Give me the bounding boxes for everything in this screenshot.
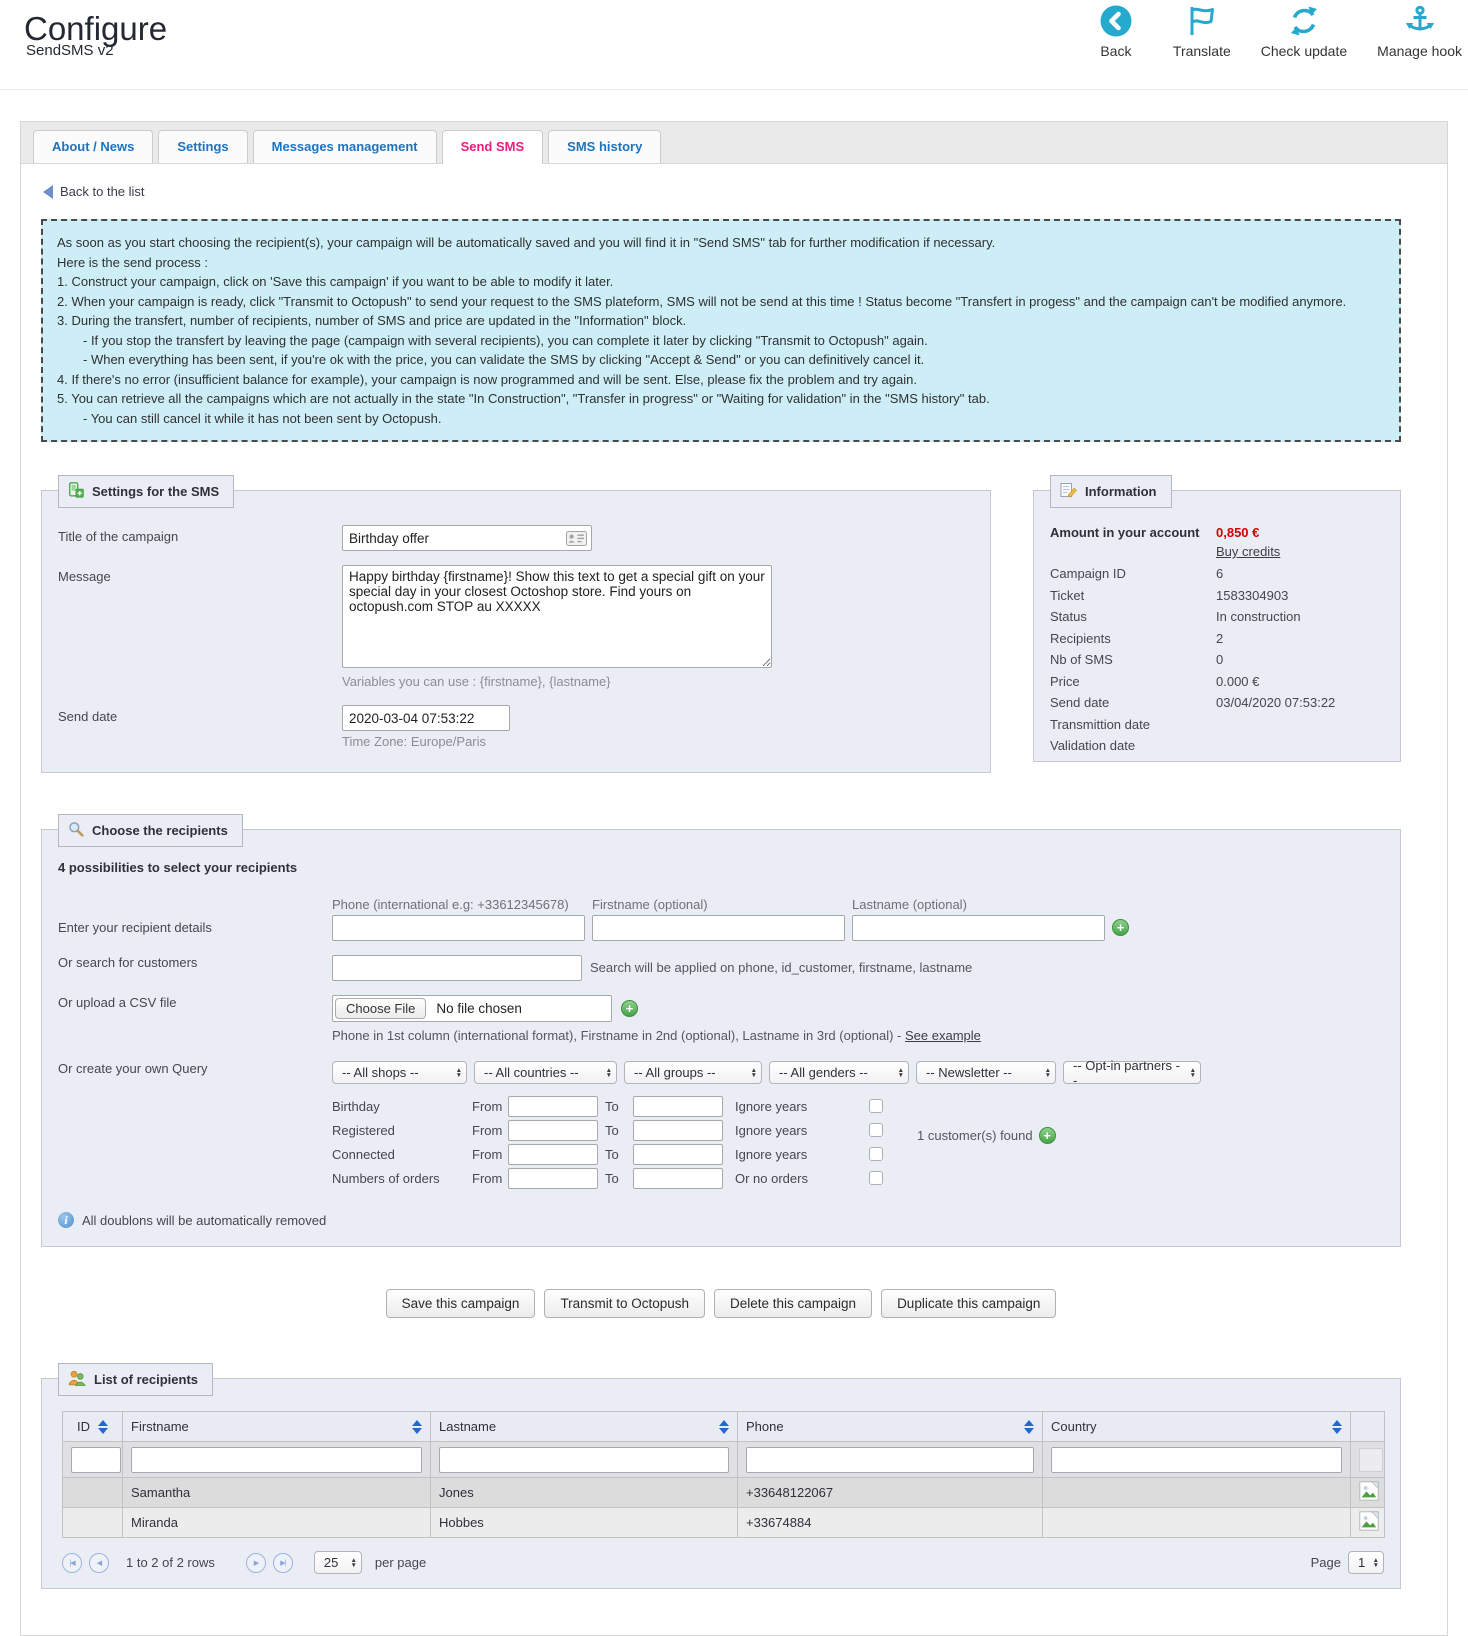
query-row-connected: Connected From To Ignore years xyxy=(332,1142,1400,1166)
tab-content xyxy=(21,164,1447,1635)
birthday-ignore-years-checkbox[interactable] xyxy=(869,1099,883,1113)
sort-firstname-icon[interactable] xyxy=(412,1420,422,1434)
row-action-broken-image-icon[interactable] xyxy=(1359,1481,1379,1504)
search-hint: Search will be applied on phone, id_customer, firstname, lastname xyxy=(590,960,973,975)
filter-phone-input[interactable] xyxy=(746,1447,1034,1473)
col-header-lastname: Lastname xyxy=(439,1419,497,1434)
info-row: Nb of SMS 0 xyxy=(1050,652,1224,667)
birthday-from-input[interactable] xyxy=(508,1096,598,1117)
information-legend xyxy=(1050,475,1172,508)
table-row: Samantha Jones +33648122067 xyxy=(63,1478,1385,1508)
see-example-link[interactable]: See example xyxy=(905,1028,981,1043)
buy-credits-link[interactable]: Buy credits xyxy=(1216,544,1281,559)
check-update-action-label: Check update xyxy=(1260,43,1348,59)
magnifier-icon xyxy=(68,821,84,840)
filter-row xyxy=(63,1442,1385,1478)
recipients-legend xyxy=(58,814,243,847)
duplicate-campaign-button[interactable]: Duplicate this campaign xyxy=(881,1289,1056,1318)
amount-label: Amount in your account xyxy=(1050,525,1200,540)
recipient-firstname-input[interactable] xyxy=(592,915,845,941)
back-action-label: Back xyxy=(1100,43,1132,59)
message-textarea[interactable] xyxy=(342,565,772,668)
lastname-caption: Lastname (optional) xyxy=(852,897,967,912)
sort-lastname-icon[interactable] xyxy=(719,1420,729,1434)
file-chosen-text: No file chosen xyxy=(436,1001,522,1016)
info-icon: i xyxy=(58,1212,74,1228)
notice-line: 4. If there's no error (insufficient balance for example), your campaign is now programmed and will be sent. Else, please fix the problem and try again. xyxy=(57,371,917,387)
info-row: Ticket 1583304903 xyxy=(1050,587,1289,603)
no-orders-checkbox[interactable] xyxy=(869,1171,883,1185)
tab-send-sms[interactable]: Send SMS xyxy=(442,130,544,164)
manage-hook-action[interactable] xyxy=(1377,4,1462,59)
tab-about-news[interactable]: About / News xyxy=(33,130,153,163)
choose-file-button[interactable]: Choose File xyxy=(335,998,426,1019)
page-title: Configure xyxy=(24,10,168,47)
csv-upload-label: Or upload a CSV file xyxy=(58,995,177,1010)
tab-sms-history[interactable]: SMS history xyxy=(548,130,661,163)
notice-line: 2. When your campaign is ready, click "Transmit to Octopush" to send your request to the SMS plateform, SMS will not be send at this time ! Status become "Transfert in progess" and the campaign can't be modified anymore. xyxy=(57,293,1347,309)
select-arrows-icon: ▲ ▼ xyxy=(605,1066,612,1079)
last-page-button[interactable]: ▶| xyxy=(273,1553,293,1573)
select-arrows-icon: ▲ ▼ xyxy=(455,1066,462,1079)
filter-action-blank xyxy=(1359,1448,1383,1472)
optin-partners-select[interactable]: -- Opt-in partners -- ▲ ▼ xyxy=(1063,1061,1201,1084)
next-page-button[interactable]: ▶ xyxy=(246,1553,266,1573)
recipients-table xyxy=(62,1411,1385,1538)
sort-phone-icon[interactable] xyxy=(1024,1420,1034,1434)
sort-id-icon[interactable] xyxy=(98,1420,108,1434)
manual-recipient-label: Enter your recipient details xyxy=(58,920,212,935)
sms-settings-icon xyxy=(68,482,84,501)
tab-bar xyxy=(21,122,1447,164)
settings-legend-label: Settings for the SMS xyxy=(92,484,220,499)
manage-hook-action-label: Manage hook xyxy=(1377,43,1462,59)
per-page-label: per page xyxy=(374,1555,427,1570)
send-date-label: Send date xyxy=(58,709,118,724)
recipients-intro: 4 possibilities to select your recipients xyxy=(58,860,298,875)
pagination-info: 1 to 2 of 2 rows xyxy=(126,1555,215,1570)
registered-ignore-years-checkbox[interactable] xyxy=(869,1123,883,1137)
select-arrows-icon: ▲ ▼ xyxy=(750,1066,757,1079)
orders-from-input[interactable] xyxy=(508,1168,598,1189)
select-arrows-icon: ▲ ▼ xyxy=(897,1066,904,1079)
csv-file-field xyxy=(332,995,612,1022)
info-row: Price 0.000 € xyxy=(1050,673,1260,689)
header-actions xyxy=(1089,4,1462,59)
back-action[interactable] xyxy=(1089,4,1143,59)
translate-action[interactable] xyxy=(1173,4,1231,59)
countries-select[interactable]: -- All countries -- ▲ ▼ xyxy=(474,1061,617,1084)
recipient-phone-input[interactable] xyxy=(332,915,585,941)
timezone-hint: Time Zone: Europe/Paris xyxy=(342,734,487,749)
back-to-list-label: Back to the list xyxy=(60,184,145,199)
csv-hint: Phone in 1st column (international format), Firstname in 2nd (optional), Lastname in 3rd (optional) - See example xyxy=(332,1028,981,1043)
first-page-button[interactable]: |◀ xyxy=(62,1553,82,1573)
connected-ignore-years-checkbox[interactable] xyxy=(869,1147,883,1161)
information-icon xyxy=(1060,482,1077,501)
notice-line: - When everything has been sent, if you're ok with the price, you can validate the SMS by clicking "Accept & Send" or you can definitively cancel it. xyxy=(83,352,925,367)
pagination-bar xyxy=(62,1551,1384,1574)
process-notice xyxy=(41,219,1401,442)
list-legend xyxy=(58,1363,213,1396)
info-row: Recipients 2 xyxy=(1050,630,1224,646)
check-update-action[interactable] xyxy=(1261,4,1347,59)
col-header-country: Country xyxy=(1051,1419,1097,1434)
select-arrows-icon: ▲ ▼ xyxy=(1044,1066,1051,1079)
customer-search-input[interactable] xyxy=(332,955,582,981)
anchor-icon xyxy=(1403,4,1437,41)
search-customers-label: Or search for customers xyxy=(58,955,198,970)
settings-for-sms-panel xyxy=(41,484,991,773)
information-legend-label: Information xyxy=(1085,484,1157,499)
info-row: Status In construction xyxy=(1050,609,1301,624)
message-label: Message xyxy=(58,569,111,584)
shops-select[interactable]: -- All shops -- ▲ ▼ xyxy=(332,1061,467,1084)
add-found-customers-button[interactable]: + xyxy=(1039,1127,1056,1144)
notice-line: Here is the send process : xyxy=(57,254,209,270)
filter-firstname-input[interactable] xyxy=(131,1447,422,1473)
select-arrows-icon: ▲ ▼ xyxy=(1189,1066,1196,1079)
campaign-title-label: Title of the campaign xyxy=(58,529,179,544)
settings-legend xyxy=(58,475,234,508)
row-action-broken-image-icon[interactable] xyxy=(1359,1511,1379,1534)
filter-lastname-input[interactable] xyxy=(439,1447,729,1473)
amount-value: 0,850 € xyxy=(1216,525,1260,540)
information-panel xyxy=(1033,484,1401,762)
groups-select[interactable]: -- All groups -- ▲ ▼ xyxy=(624,1061,762,1084)
col-header-firstname: Firstname xyxy=(131,1419,189,1434)
select-arrows-icon: ▲ ▼ xyxy=(1372,1556,1379,1569)
doublons-note-label: All doublons will be automatically removed xyxy=(82,1212,327,1228)
info-row: Transmittion date xyxy=(1050,716,1150,732)
contact-card-icon[interactable] xyxy=(566,531,587,546)
variables-hint: Variables you can use : {firstname}, {lastname} xyxy=(342,674,611,689)
back-icon xyxy=(1099,4,1133,41)
select-arrows-icon: ▲ ▼ xyxy=(350,1556,357,1569)
notice-line: - You can still cancel it while it has not been sent by Octopush. xyxy=(83,410,442,426)
add-csv-button[interactable]: + xyxy=(621,1000,638,1017)
connected-to-input[interactable] xyxy=(633,1144,723,1165)
recipient-lastname-input[interactable] xyxy=(852,915,1105,941)
transmit-octopush-button[interactable]: Transmit to Octopush xyxy=(544,1289,705,1318)
choose-recipients-panel xyxy=(41,823,1401,1247)
page-select[interactable]: 1 ▲ ▼ xyxy=(1348,1551,1384,1574)
tab-settings[interactable]: Settings xyxy=(158,130,247,163)
customers-found-label: 1 customer(s) found xyxy=(917,1128,1033,1143)
campaign-title-input[interactable] xyxy=(343,527,566,549)
translate-action-label: Translate xyxy=(1172,43,1231,59)
translate-flag-icon xyxy=(1184,4,1220,41)
add-recipient-button[interactable]: + xyxy=(1112,919,1129,936)
query-label: Or create your own Query xyxy=(58,1061,208,1076)
newsletter-select[interactable]: -- Newsletter -- ▲ ▼ xyxy=(916,1061,1056,1084)
recipients-legend-label: Choose the recipients xyxy=(92,823,228,838)
connected-from-input[interactable] xyxy=(508,1144,598,1165)
module-name: SendSMS v2 xyxy=(26,42,114,59)
campaign-actions xyxy=(41,1289,1401,1318)
doublons-note xyxy=(58,1212,1400,1228)
registered-from-input[interactable] xyxy=(508,1120,598,1141)
campaign-title-field xyxy=(342,525,592,551)
genders-select[interactable]: -- All genders -- ▲ ▼ xyxy=(769,1061,909,1084)
phone-caption: Phone (international e.g: +33612345678) xyxy=(332,897,569,912)
notice-line: 5. You can retrieve all the campaigns which are not actually in the state "In Construction", "Transfer in progress" or "Waiting for validation" in the "SMS history" tab. xyxy=(57,391,990,406)
page-label: Page xyxy=(1310,1555,1341,1570)
firstname-caption: Firstname (optional) xyxy=(592,897,708,912)
send-date-input[interactable] xyxy=(342,705,510,731)
per-page-select[interactable]: 25 ▲ ▼ xyxy=(314,1551,362,1574)
info-row: Validation date xyxy=(1050,738,1136,753)
col-header-phone: Phone xyxy=(746,1419,784,1434)
notice-line: - If you stop the transfert by leaving the page (campaign with several recipients), you can complete it later by clicking "Transmit to Octopush" again. xyxy=(83,332,928,348)
col-header-id: ID xyxy=(77,1419,90,1434)
notice-line: 3. During the transfert, number of recipients, number of SMS and price are updated in the "Information" block. xyxy=(57,313,687,328)
query-row-birthday: Birthday From To Ignore years xyxy=(332,1094,1400,1118)
notice-line: 1. Construct your campaign, click on 'Save this campaign' if you want to be able to modify it later. xyxy=(57,274,614,289)
tab-messages-management[interactable]: Messages management xyxy=(253,130,437,163)
query-row-orders: Numbers of orders From To Or no orders xyxy=(332,1166,1400,1190)
birthday-to-input[interactable] xyxy=(633,1096,723,1117)
info-row: Campaign ID 6 xyxy=(1050,566,1224,581)
query-filters xyxy=(332,1094,1400,1190)
list-legend-label: List of recipients xyxy=(94,1372,199,1387)
people-group-icon xyxy=(68,1370,86,1389)
delete-campaign-button[interactable]: Delete this campaign xyxy=(714,1289,872,1318)
back-to-list-link[interactable] xyxy=(43,184,1427,199)
back-arrow-icon xyxy=(43,185,53,199)
refresh-icon xyxy=(1287,4,1321,41)
prev-page-button[interactable]: ◀ xyxy=(89,1553,109,1573)
filter-id-input[interactable] xyxy=(71,1447,121,1473)
sort-country-icon[interactable] xyxy=(1332,1420,1342,1434)
list-of-recipients-panel xyxy=(41,1372,1401,1589)
notice-line: As soon as you start choosing the recipient(s), your campaign will be automatically saved and you will find it in "Send SMS" tab for further modification if necessary. xyxy=(57,235,996,250)
info-row: Send date 03/04/2020 07:53:22 xyxy=(1050,695,1336,710)
customers-found xyxy=(917,1127,1056,1144)
filter-country-input[interactable] xyxy=(1051,1447,1342,1473)
query-row-registered: Registered From To Ignore years xyxy=(332,1118,1400,1142)
module-config-panel xyxy=(20,121,1448,1636)
table-row: Miranda Hobbes +33674884 xyxy=(63,1508,1385,1538)
save-campaign-button[interactable]: Save this campaign xyxy=(386,1289,536,1318)
orders-to-input[interactable] xyxy=(633,1168,723,1189)
page-header xyxy=(0,0,1468,90)
registered-to-input[interactable] xyxy=(633,1120,723,1141)
